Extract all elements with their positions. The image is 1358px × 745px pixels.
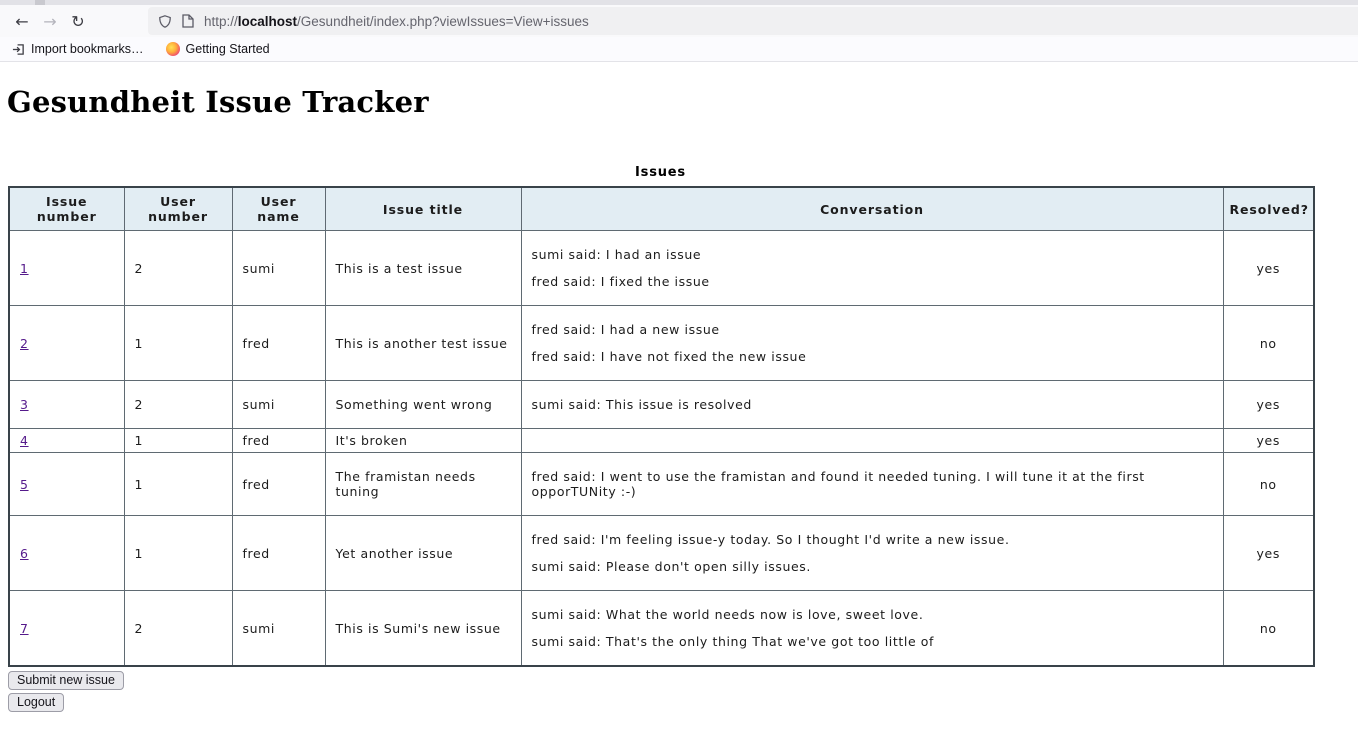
bookmark-getting-started-label: Getting Started [185,42,270,56]
issues-table-caption: Issues [635,165,686,180]
issue-title-cell: This is another test issue [325,306,521,381]
issues-table-wrap [8,165,1313,667]
url-bar[interactable] [148,7,1358,35]
page-content [0,85,1358,745]
issue-number-link[interactable]: 2 [20,335,29,351]
issue-title-cell: The framistan needs tuning [325,453,521,516]
import-icon [12,43,25,56]
issue-number-link[interactable]: 6 [20,545,29,561]
resolved-cell: no [1223,453,1314,516]
issue-row [9,429,1314,453]
col-header-conversation: Conversation [521,187,1223,231]
issue-title-cell: Something went wrong [325,381,521,429]
col-header-resolved: Resolved? [1223,187,1314,231]
conversation-line: sumi said: What the world needs now is love, sweet love. [531,607,924,622]
issue-title-cell: This is Sumi's new issue [325,591,521,667]
issue-number-link[interactable]: 5 [20,476,29,492]
firefox-icon [166,42,180,56]
issue-number-cell [9,591,124,667]
conversation-line: sumi said: This issue is resolved [531,397,752,412]
form-buttons [8,671,1358,712]
conversation-cell [521,231,1223,306]
issue-number-link[interactable]: 1 [20,260,29,276]
issue-number-link[interactable]: 3 [20,397,29,412]
issues-table [8,186,1315,667]
conversation-cell [521,516,1223,591]
issue-row [9,231,1314,306]
browser-chrome [0,0,1358,62]
user-name-cell: sumi [232,231,325,306]
user-name-cell: sumi [232,591,325,667]
conversation-line: sumi said: That's the only thing That we've got too little of [531,634,935,649]
resolved-cell: no [1223,591,1314,667]
browser-toolbar [0,5,1358,37]
url-scheme: http:// [204,13,238,29]
bookmark-getting-started[interactable] [166,42,270,56]
conversation-line: fred said: I went to use the framistan and found it needed tuning. I will tune it at the first opporTUNity :-) [531,469,1145,499]
shield-icon[interactable] [158,14,172,29]
col-header-user-name: User name [232,187,325,231]
tab-strip-divider [35,0,45,5]
conversation-line: fred said: I had a new issue [531,322,720,337]
conversation-line: sumi said: I had an issue [531,247,702,262]
user-number-cell: 2 [124,231,232,306]
conversation-line: fred said: I fixed the issue [531,274,710,289]
resolved-cell: yes [1223,381,1314,429]
issue-row [9,306,1314,381]
issue-row [9,516,1314,591]
url-text [204,14,589,29]
resolved-cell: no [1223,306,1314,381]
user-name-cell: fred [232,516,325,591]
issue-row [9,453,1314,516]
issue-number-cell [9,306,124,381]
issue-number-cell [9,231,124,306]
col-header-user-number: User number [124,187,232,231]
resolved-cell: yes [1223,231,1314,306]
issue-number-cell [9,381,124,429]
conversation-cell [521,306,1223,381]
bookmarks-bar [0,37,1358,62]
reload-button[interactable]: ↻ [71,11,85,31]
user-number-cell: 2 [124,591,232,667]
table-header-row [9,187,1314,231]
user-name-cell: fred [232,306,325,381]
url-domain: localhost [237,13,298,29]
user-number-cell: 1 [124,453,232,516]
page-title: Gesundheit Issue Tracker [7,85,429,119]
conversation-cell [521,381,1223,429]
issue-title-cell: This is a test issue [325,231,521,306]
url-path: /Gesundheit/index.php?viewIssues=View+issues [297,13,589,29]
submit-new-issue-button[interactable]: Submit new issue [8,671,124,690]
issue-number-cell [9,516,124,591]
bookmark-import-label: Import bookmarks… [31,42,144,56]
page-info-icon[interactable] [182,14,194,28]
user-number-cell: 2 [124,381,232,429]
issue-number-cell [9,429,124,453]
issue-title-cell: Yet another issue [325,516,521,591]
conversation-line: fred said: I have not fixed the new issue [531,349,807,364]
issue-number-link[interactable]: 4 [20,433,29,448]
issue-row [9,381,1314,429]
user-number-cell: 1 [124,516,232,591]
user-name-cell: sumi [232,381,325,429]
issue-title-cell: It's broken [325,429,521,453]
user-name-cell: fred [232,453,325,516]
conversation-line: fred said: I'm feeling issue-y today. So I thought I'd write a new issue. [531,532,1010,547]
resolved-cell: yes [1223,516,1314,591]
forward-button[interactable]: → [43,11,57,31]
conversation-cell [521,453,1223,516]
user-number-cell: 1 [124,429,232,453]
user-number-cell: 1 [124,306,232,381]
bookmark-import[interactable] [12,42,144,56]
user-name-cell: fred [232,429,325,453]
issue-number-cell [9,453,124,516]
col-header-issue-title: Issue title [325,187,521,231]
tab-strip [0,0,1358,5]
logout-button[interactable]: Logout [8,693,64,712]
back-button[interactable]: ← [15,11,29,31]
issue-number-link[interactable]: 7 [20,620,29,636]
resolved-cell: yes [1223,429,1314,453]
issue-row [9,591,1314,667]
conversation-cell [521,591,1223,667]
conversation-cell [521,429,1223,453]
conversation-line: sumi said: Please don't open silly issues. [531,559,811,574]
col-header-issue-number: Issue number [9,187,124,231]
